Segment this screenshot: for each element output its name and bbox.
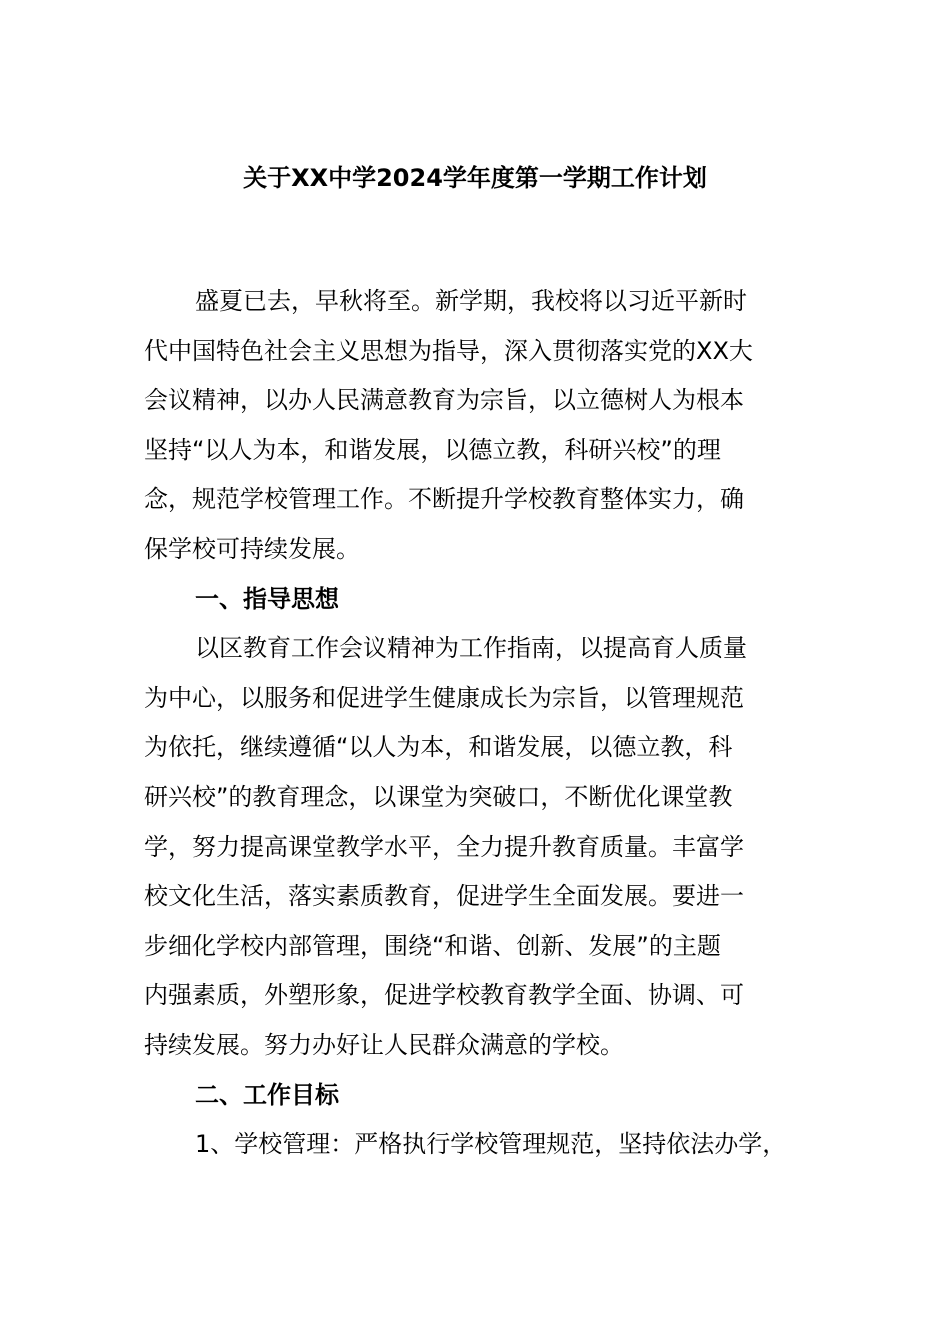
paragraph-line: 校文化生活，落实素质教育，促进学生全面发展。要进一: [144, 882, 744, 911]
paragraph-line: 步细化学校内部管理，围绕“和谐、创新、发展”的主题: [144, 931, 721, 960]
paragraph-line: 为依托，继续遵循“以人为本，和谐发展，以德立教，科: [144, 733, 733, 762]
paragraph-line: 学，努力提高课堂教学水平，全力提升教育质量。丰富学: [144, 832, 744, 861]
paragraph-line: 保学校可持续发展。: [144, 534, 360, 563]
paragraph-line: 盛夏已去，早秋将至。新学期，我校将以习近平新时: [195, 287, 747, 315]
paragraph-line: 研兴校”的教育理念，以课堂为突破口，不断优化课堂教: [144, 782, 733, 811]
paragraph-line: 会议精神，以办人民满意教育为宗旨，以立德树人为根本: [144, 386, 744, 415]
paragraph-line: 持续发展。努力办好让人民群众满意的学校。: [144, 1030, 624, 1059]
document-body: [144, 277, 844, 1170]
paragraph-line: 念，规范学校管理工作。不断提升学校教育整体实力，确: [144, 485, 744, 514]
document-title: 关于XX中学2024学年度第一学期工作计划: [243, 164, 707, 192]
paragraph-line: 为中心，以服务和促进学生健康成长为宗旨，以管理规范: [144, 683, 744, 712]
paragraph-line: 1、学校管理：严格执行学校管理规范，坚持依法办学，: [195, 1130, 787, 1159]
paragraph-line: 以区教育工作会议精神为工作指南，以提高育人质量: [195, 634, 747, 663]
paragraph-line: 代中国特色社会主义思想为指导，深入贯彻落实党的XX大: [144, 336, 753, 365]
paragraph-line: 坚持“以人为本，和谐发展，以德立教，科研兴校”的理: [144, 435, 721, 464]
paragraph-line: 内强素质，外塑形象，促进学校教育教学全面、协调、可: [144, 981, 744, 1010]
section-heading-work-goals: 二、工作目标: [195, 1080, 339, 1109]
section-heading-guiding-ideology: 一、指导思想: [195, 584, 339, 613]
